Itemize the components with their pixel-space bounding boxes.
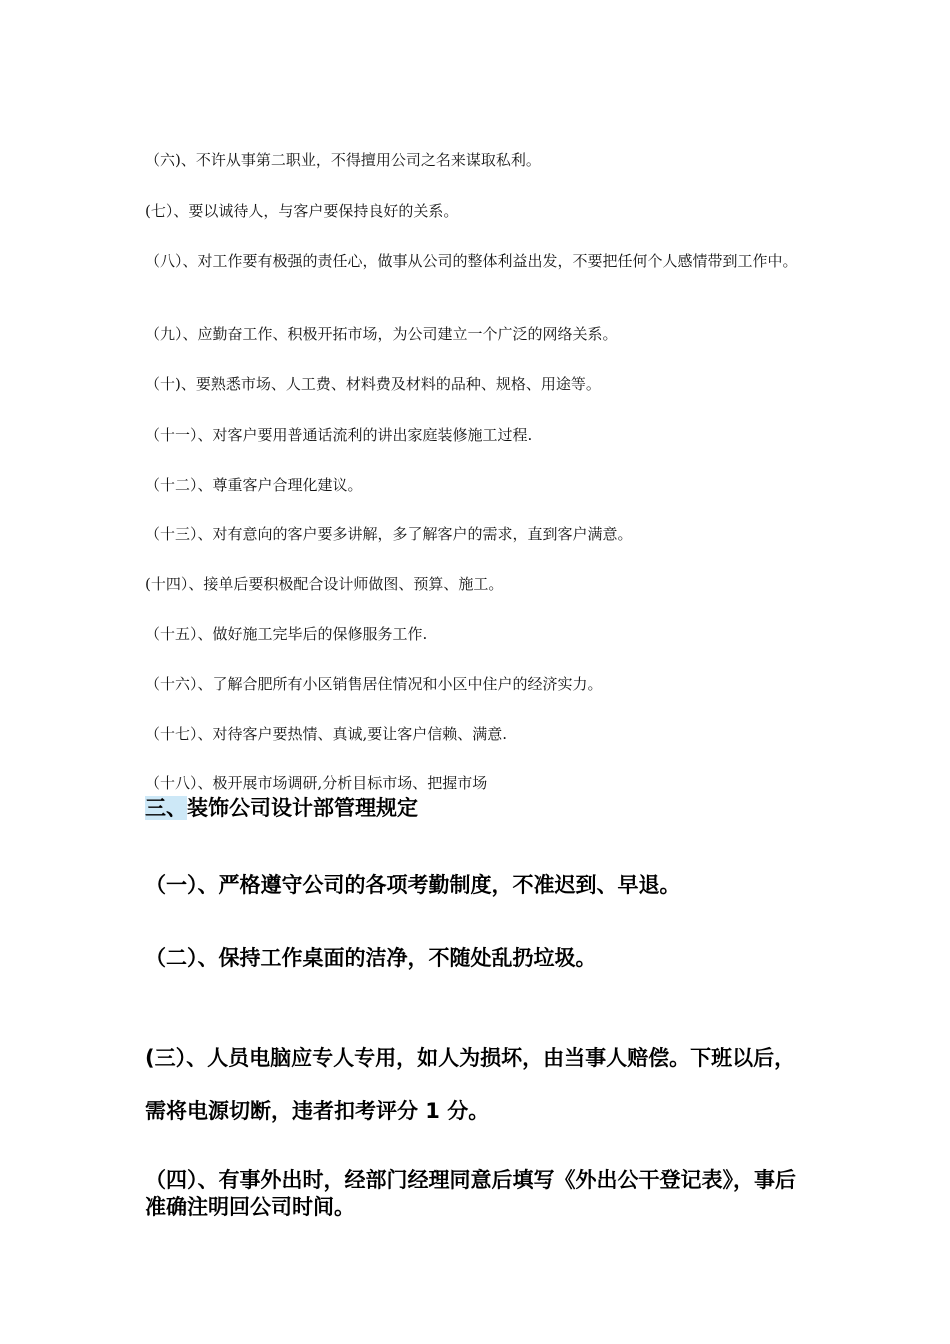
list-item-9: （九）、应勤奋工作、积极开拓市场，为公司建立一个广泛的网络关系。 bbox=[145, 325, 618, 343]
list-item-12: （十二）、尊重客户合理化建议。 bbox=[145, 476, 363, 494]
rule-1: （一）、严格遵守公司的各项考勤制度，不准迟到、早退。 bbox=[145, 873, 681, 897]
list-item-18: （十八）、极开展市场调研,分析目标市场、把握市场 bbox=[145, 774, 488, 792]
rule-4: （四）、有事外出时，经部门经理同意后填写《外出公干登记表》，事后准确注明回公司时间。 bbox=[145, 1168, 796, 1219]
list-item-6: （六)、不许从事第二职业，不得擅用公司之名来谋取私利。 bbox=[145, 151, 541, 169]
list-item-7: (七）、要以诚待人，与客户要保持良好的关系。 bbox=[145, 202, 459, 220]
list-item-13: （十三）、对有意向的客户要多讲解，多了解客户的需求，直到客户满意。 bbox=[145, 525, 633, 543]
list-item-15: （十五）、做好施工完毕后的保修服务工作. bbox=[145, 625, 428, 643]
section-heading bbox=[145, 793, 418, 823]
list-item-17: （十七）、对待客户要热情、真诚,要让客户信赖、满意. bbox=[145, 725, 508, 743]
list-item-11: （十一）、对客户要用普通话流利的讲出家庭装修施工过程. bbox=[145, 426, 533, 444]
list-item-16: （十六）、了解合肥所有小区销售居住情况和小区中住户的经济实力。 bbox=[145, 675, 603, 693]
list-item-14: (十四）、接单后要积极配合设计师做图、预算、施工。 bbox=[145, 575, 504, 593]
rule-2: （二）、保持工作桌面的洁净，不随处乱扔垃圾。 bbox=[145, 946, 597, 970]
list-item-10: （十)、要熟悉市场、人工费、材料费及材料的品种、规格、用途等。 bbox=[145, 375, 601, 393]
section-heading-number: 三、 bbox=[145, 796, 187, 820]
rule-3: (三）、人员电脑应专人专用，如人为损坏，由当事人赔偿。下班以后，需将电源切断，违者扣考评分 1 分。 bbox=[145, 1046, 796, 1123]
section-heading-title: 装饰公司设计部管理规定 bbox=[187, 796, 418, 820]
list-item-8: （八）、对工作要有极强的责任心，做事从公司的整体利益出发，不要把任何个人感情带到工作中。 bbox=[145, 252, 798, 270]
